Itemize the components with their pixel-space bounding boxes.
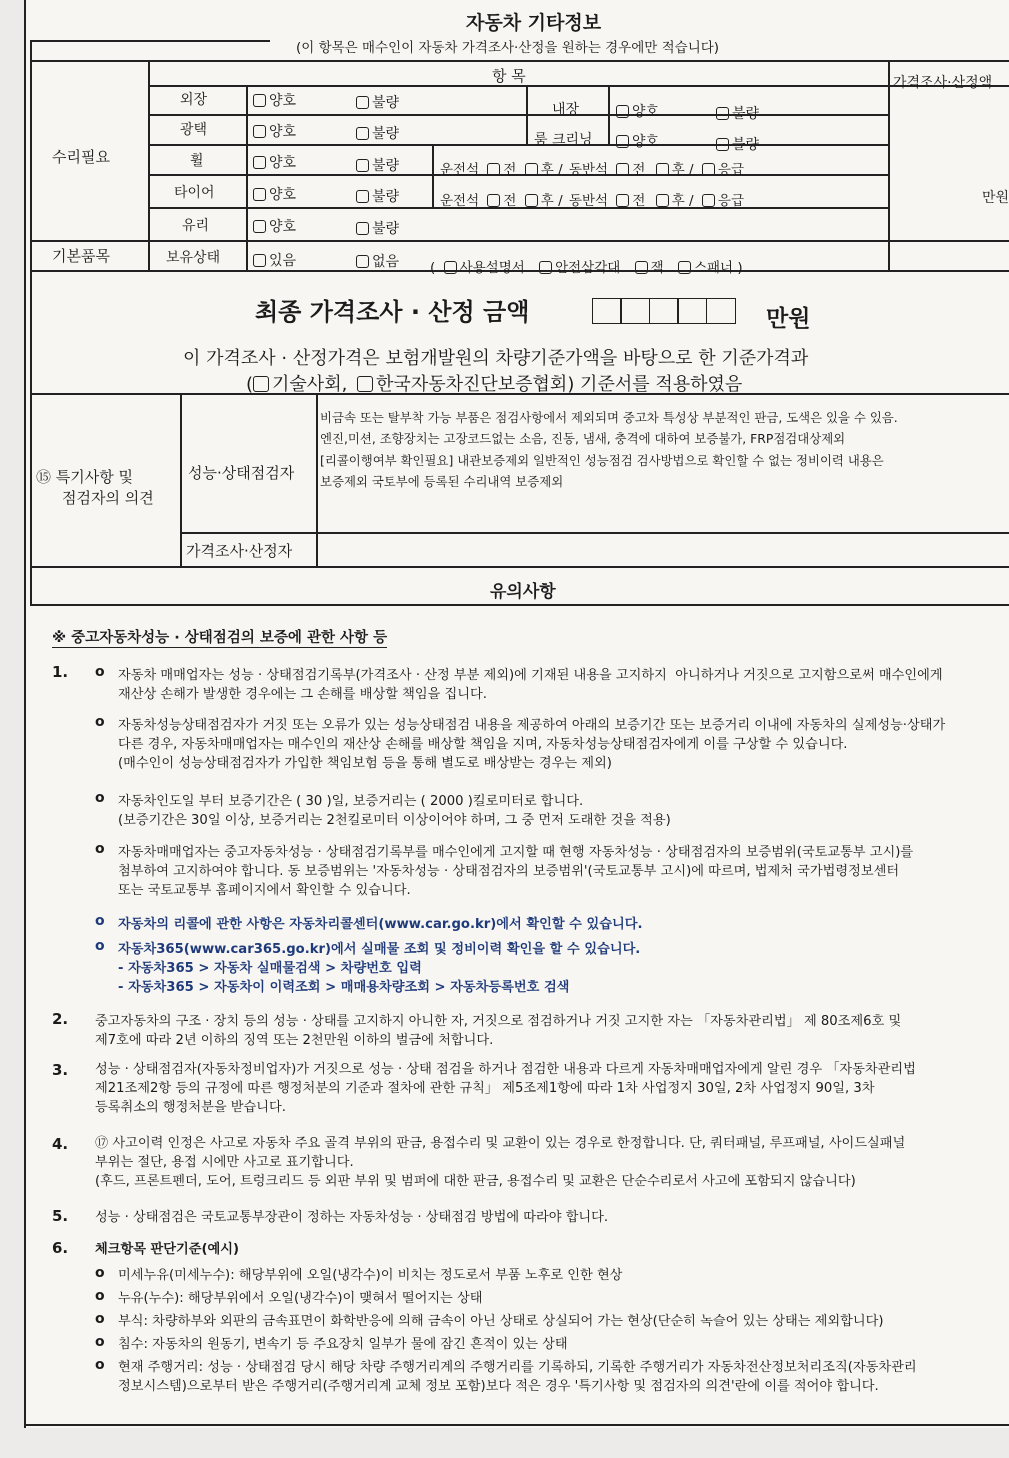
bullet: o (95, 1265, 105, 1281)
notice-6-bullet-1: 미세누유(미세누수): 해당부위에 오일(냉각수)이 비치는 정도로서 부품 노후로 인한 현상 (118, 1268, 623, 1283)
table-rule (150, 144, 890, 146)
notice-title: 유의사항 (490, 582, 556, 602)
interior-bad[interactable]: 불량 (716, 103, 759, 123)
final-price-boxes[interactable] (592, 298, 734, 328)
checkbox[interactable] (616, 135, 629, 148)
checkbox[interactable] (253, 254, 266, 267)
bullet: o (95, 841, 105, 857)
checkbox[interactable] (616, 105, 629, 118)
checkbox[interactable] (356, 255, 369, 268)
final-note-1: 이 가격조사 · 산정가격은 보험개발원의 차량기준가액을 바탕으로 한 기준가격과 (183, 348, 809, 369)
section-subtitle: (이 항목은 매수인이 자동차 가격조사·산정을 원하는 경우에만 적습니다) (296, 40, 720, 56)
interior-label: 내장 (552, 102, 580, 118)
row-label-glass: 유리 (182, 218, 210, 234)
interior-good[interactable]: 양호 (616, 101, 659, 121)
special-label-1: ⑮ 특기사항 및 (36, 468, 133, 486)
digit-box[interactable] (620, 298, 650, 324)
room-clean-good[interactable]: 양호 (616, 131, 659, 151)
inspector-text-1: 비금속 또는 탈부착 가능 부품은 점검사항에서 제외되며 중고차 특성상 부분적인 판금, 도색은 있을 수 있음. (320, 410, 898, 425)
notice-6-title: 체크항목 판단기준(예시) (95, 1242, 240, 1257)
checkbox[interactable] (253, 94, 266, 107)
checkbox[interactable] (616, 194, 629, 207)
checkbox[interactable] (539, 261, 552, 274)
checkbox[interactable] (253, 156, 266, 169)
table-vrule (526, 85, 528, 144)
bullet: o (95, 714, 105, 730)
item-number: 5. (52, 1207, 69, 1225)
notice-3-text: 성능 · 상태점검자(자동차정비업자)가 거짓으로 성능 · 상태 점검을 하거나 점검한 내용과 다르게 자동차매매업자에게 알린 경우 「자동차관리법 제21조제2항 등의 규정에 따른 행정처분의 기준과 절차에 관한 규칙」 제5조제1항에 따라 1차 사업정지 30일, 2차 사업정지 90일, 3차 등록취소의 행정처분을 받습니다. (95, 1062, 916, 1115)
table-vrule (316, 393, 318, 566)
possession-have[interactable]: 있음 (253, 250, 296, 270)
notice-4-text: ⑰ 사고이력 인정은 사고로 자동차 주요 골격 부위의 판금, 용접수리 및 교환이 있는 경우로 한정합니다. 단, 쿼터패널, 루프패널, 사이드실패널 부위는 절단, 용접 시에만 사고로 표기합니다. (후드, 프론트펜더, 도어, 트렁크리드 등 외판 부위 및 범퍼에 대한 판금, 용접수리 및 교환은 단순수리로서 사고에 포함되지 않습니다) (95, 1136, 906, 1189)
item-number: 1. (52, 663, 69, 681)
notice-6-bullet-2: 누유(누수): 해당부위에서 오일(냉각수)이 맺혀서 떨어지는 상태 (118, 1291, 483, 1306)
row-label-wheel: 휠 (190, 153, 204, 169)
inspector-text-3: [리콜이행여부 확인필요] 내관보증제외 일반적인 성능점검 검사방법으로 확인할 수 없는 정비이력 내용은 (320, 453, 884, 468)
possession-none[interactable]: 없음 (356, 251, 399, 271)
checkbox[interactable] (253, 376, 269, 392)
inspector-text-4: 보증제외 국토부에 등록된 수리내역 보증제외 (320, 474, 564, 489)
bullet: o (95, 938, 105, 954)
tire-bad[interactable]: 불량 (356, 186, 399, 206)
notice-heading: ※ 중고자동차성능 · 상태점검의 보증에 관한 사항 등 (52, 626, 387, 648)
table-rule (30, 40, 270, 42)
row-label-exterior: 외장 (180, 92, 208, 108)
tire-good[interactable]: 양호 (253, 184, 296, 204)
wheel-good[interactable]: 양호 (253, 152, 296, 172)
possession-items: ( 사용설명서 안전삼각대 잭 스패너 ) (430, 260, 743, 276)
table-rule (150, 85, 1009, 87)
header-item: 항 목 (492, 67, 526, 85)
checkbox[interactable] (356, 159, 369, 172)
table-rule (30, 60, 1009, 62)
checkbox[interactable] (716, 138, 729, 151)
header-price: 가격조사·산정액 (893, 75, 993, 91)
glass-good[interactable]: 양호 (253, 216, 296, 236)
digit-box[interactable] (649, 298, 679, 324)
checkbox[interactable] (356, 96, 369, 109)
repair-label: 수리필요 (52, 148, 110, 166)
notice-1-recall: 자동차의 리콜에 관한 사항은 자동차리콜센터(www.car.go.kr)에서 확인할 수 있습니다. (118, 917, 643, 932)
final-note-2: ( 기술사회, 한국자동차진단보증협회) 기준서를 적용하였음 (246, 374, 743, 395)
item-number: 4. (52, 1135, 69, 1153)
wheel-bad[interactable]: 불량 (356, 155, 399, 175)
table-vrule (180, 393, 182, 566)
notice-6-bullet-3: 부식: 차량하부와 외판의 금속표면이 화학반응에 의해 금속이 아닌 상태로 상실되어 가는 현상(단순히 녹슬어 있는 상태는 제외합니다) (118, 1314, 884, 1329)
inspector-text-2: 엔진,미션, 조향장치는 고장코드없는 소음, 진동, 냄새, 충격에 대하여 보증불가, FRP점검대상제외 (320, 431, 846, 446)
checkbox[interactable] (656, 163, 669, 176)
row-label-polish: 광택 (180, 122, 208, 138)
possession-label: 보유상태 (166, 250, 221, 266)
checkbox[interactable] (702, 163, 715, 176)
table-vrule (608, 85, 610, 144)
table-rule (30, 566, 1009, 568)
item-number: 2. (52, 1010, 69, 1028)
room-clean-label: 룸 크리닝 (534, 132, 593, 148)
notice-5-text: 성능 · 상태점검은 국토교통부장관이 정하는 자동차성능 · 상태점검 방법에 따라야 합니다. (95, 1210, 609, 1225)
notice-6-bullet-5: 현재 주행거리: 성능 · 상태점검 당시 해당 차량 주행거리계의 주행거리를 기록하되, 기록한 주행거리가 자동차전산정보처리조직(자동차관리 정보시스템)으로부터 받은 주행거리(주행거리계 교체 정보 포함)보다 적은 경우 '특기사항 및 점검자의 의견'란에 이를 적어야 합니다. (118, 1360, 917, 1394)
bullet: o (95, 1357, 105, 1373)
checkbox[interactable] (253, 220, 266, 233)
digit-box[interactable] (592, 298, 622, 324)
bullet: o (95, 1288, 105, 1304)
section-title: 자동차 기타정보 (466, 12, 602, 34)
digit-box[interactable] (677, 298, 707, 324)
checkbox[interactable] (253, 125, 266, 138)
table-vrule (888, 60, 890, 270)
glass-bad[interactable]: 불량 (356, 218, 399, 238)
final-price-label: 최종 가격조사 · 산정 금액 (255, 298, 530, 326)
table-rule (30, 604, 1009, 606)
checkbox[interactable] (616, 163, 629, 176)
table-vrule (148, 60, 150, 270)
exterior-good[interactable]: 양호 (253, 90, 296, 110)
polish-bad[interactable]: 불량 (356, 123, 399, 143)
tire-position-options: 운전석 전 후 / 동반석 전 후 / 응급 (440, 193, 744, 209)
table-vrule (432, 144, 434, 207)
exterior-bad[interactable]: 불량 (356, 92, 399, 112)
checkbox[interactable] (716, 107, 729, 120)
row-label-tire: 타이어 (174, 185, 215, 201)
checkbox[interactable] (356, 190, 369, 203)
checkbox[interactable] (525, 163, 538, 176)
checkbox[interactable] (702, 194, 715, 207)
wheel-position-options: 운전석 전 후 / 동반석 전 후 / 응급 (440, 162, 744, 178)
digit-box[interactable] (706, 298, 736, 324)
appraiser-label: 가격조사·산정자 (186, 542, 293, 560)
item-number: 6. (52, 1239, 69, 1257)
item-number: 3. (52, 1061, 69, 1079)
checkbox[interactable] (656, 194, 669, 207)
bullet: o (95, 1334, 105, 1350)
checkbox[interactable] (635, 261, 648, 274)
notice-1-car365: 자동차365(www.car365.go.kr)에서 실매물 조회 및 정비이력 확인을 할 수 있습니다. - 자동차365 > 자동차 실매물검색 > 차량번호 입력 - 자동차365 > 자동차이 이력조회 > 매매용차량조회 > 자동차등록번호 검색 (118, 942, 641, 995)
notice-1-bullet-2: 자동차성능상태점검자가 거짓 또는 오류가 있는 성능상태점검 내용을 제공하여 아래의 보증기간 또는 보증거리 이내에 자동차의 실제성능·상태가 다른 경우, 자동차매매업자는 매수인의 재산상 손해를 배상할 책임을 지며, 자동차성능상태점검자에게 이를 구상할 수 있습니다. (매수인이 성능상태점검자가 가입한 책임보험 등을 통해 별도로 배상받는 경우는 제외) (118, 718, 946, 771)
table-rule (30, 240, 1009, 242)
bullet: o (95, 664, 105, 680)
notice-1-bullet-1: 자동차 매매업자는 성능 · 상태점검기록부(가격조사 · 산정 부분 제외)에 기재된 내용을 고지하지 아니하거나 거짓으로 고지함으로써 매수인에게 재산상 손해가 발생한 경우에는 그 손해를 배상할 책임을 집니다. (118, 668, 943, 702)
checkbox[interactable] (356, 127, 369, 140)
bullet: o (95, 913, 105, 929)
table-vrule (246, 85, 248, 270)
manwon-label: 만원 (982, 190, 1009, 206)
checkbox[interactable] (356, 222, 369, 235)
checkbox[interactable] (525, 194, 538, 207)
checkbox[interactable] (678, 261, 691, 274)
polish-good[interactable]: 양호 (253, 121, 296, 141)
notice-1-bullet-4: 자동차매매업자는 중고자동차성능 · 상태점검기록부를 매수인에게 고지할 때 현행 자동차성능 · 상태점검자의 보증범위(국토교통부 고시)를 첨부하여 고지하여야 합니다. 동 보증범위는 '자동차성능 · 상태점검자의 보증범위'(국토교통부 고시)에 따르며, 법제처 국가법령정보센터 또는 국토교통부 홈페이지에서 확인할 수 있습니다. (118, 845, 914, 898)
basic-label: 기본품목 (52, 247, 110, 265)
room-clean-bad[interactable]: 불량 (716, 134, 759, 154)
special-label-2: 점검자의 의견 (62, 489, 154, 507)
table-vrule (30, 40, 32, 604)
checkbox[interactable] (444, 261, 457, 274)
checkbox[interactable] (253, 188, 266, 201)
notice-2-text: 중고자동차의 구조 · 장치 등의 성능 · 상태를 고지하지 아니한 자, 거짓으로 점검하거나 거짓 고지한 자는 「자동차관리법」 제 80조제6호 및 제7호에 따라 2년 이하의 징역 또는 2천만원 이하의 벌금에 처합니다. (95, 1014, 902, 1048)
checkbox[interactable] (357, 376, 373, 392)
bullet: o (95, 790, 105, 806)
checkbox[interactable] (487, 163, 500, 176)
notice-6-bullet-4: 침수: 자동차의 원동기, 변속기 등 주요장치 일부가 물에 잠긴 흔적이 있는 상태 (118, 1337, 568, 1352)
checkbox[interactable] (487, 194, 500, 207)
table-rule (180, 532, 1009, 534)
bullet: o (95, 1311, 105, 1327)
final-price-unit: 만원 (766, 306, 811, 332)
table-rule (150, 114, 890, 116)
page-bottom-rule (24, 1424, 1009, 1426)
notice-1-bullet-3: 자동차인도일 부터 보증기간은 ( 30 )일, 보증거리는 ( 2000 )킬로미터로 합니다. (보증기간은 30일 이상, 보증거리는 2천킬로미터 이상이어야 하며, 그 중 먼저 도래한 것을 적용) (118, 794, 671, 828)
inspector-label: 성능·상태점검자 (188, 464, 295, 482)
